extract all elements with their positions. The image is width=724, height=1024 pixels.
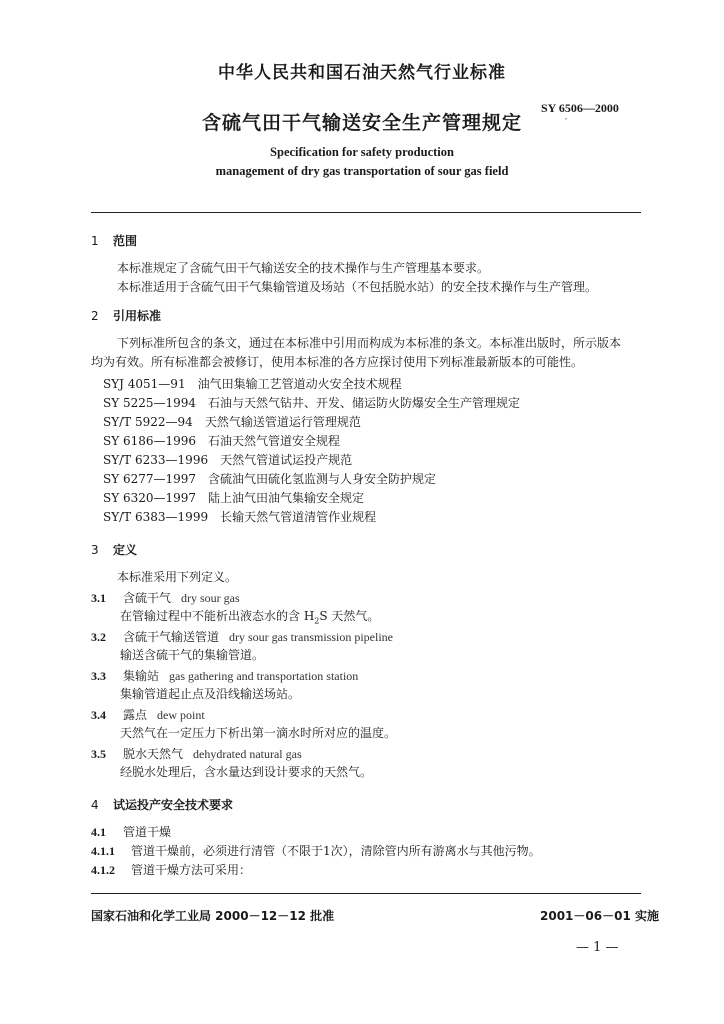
clause-text: 管道干燥前，必须进行清管（不限于1次），清除管内所有游离水与其他污物。 <box>131 844 541 858</box>
paragraph: 本标准规定了含硫气田干气输送安全的技术操作与生产管理基本要求。 <box>117 261 490 275</box>
definition-term-english: gas gathering and transportation station <box>169 669 359 683</box>
definition-term-english: dry sour gas <box>181 591 240 605</box>
clause-text: 管道干燥方法可采用： <box>131 863 252 877</box>
english-title-line2: management of dry gas transportation of sour gas field <box>215 164 509 178</box>
reference-item: SY/T 6383—1999 长输天然气管道清管作业规程 <box>103 510 377 524</box>
document-title: 含硫气田干气输送安全生产管理规定 <box>201 112 522 134</box>
reference-item: SYJ 4051—91 油气田集输工艺管道动火安全技术规程 <box>103 377 402 391</box>
paragraph: 均为有效。所有标准都会被修订，使用本标准的各方应探讨使用下列标准最新版本的可能性。 <box>91 355 584 369</box>
clause <box>91 823 171 840</box>
page-number: — 1 — <box>576 940 619 955</box>
definition-text: 集输管道起止点及沿线输送场站。 <box>120 687 301 701</box>
clause-number: 3.2 <box>91 630 106 644</box>
definition-term: 集输站 <box>123 669 160 683</box>
definition-text: 经脱水处理后，含水量达到设计要求的天然气。 <box>120 765 373 779</box>
reference-item: SY 6320—1997 陆上油气田油气集输安全规定 <box>103 491 365 505</box>
definition-text: 天然气在一定压力下析出第一滴水时所对应的温度。 <box>120 726 397 740</box>
section-number: 2 <box>91 309 99 323</box>
clause-number: 3.3 <box>91 669 106 683</box>
definition-term: 露点 <box>123 708 148 722</box>
section-title: 范围 <box>113 234 138 248</box>
standard-category: 中华人民共和国石油天然气行业标准 <box>218 63 506 83</box>
definition-term: 含硫干气输送管道 <box>123 630 220 644</box>
clause-number: 3.1 <box>91 591 106 605</box>
paragraph: 本标准适用于含硫气田干气集输管道及场站（不包括脱水站）的安全技术操作与生产管理。 <box>117 280 598 294</box>
section-3-heading <box>91 541 137 558</box>
clause-number: 4.1.1 <box>91 844 115 858</box>
reference-item: SY 5225—1994 石油与天然气钻井、开发、储运防火防爆安全生产管理规定 <box>103 396 521 410</box>
english-title-line1: Specification for safety production <box>270 145 454 159</box>
clause <box>91 842 541 859</box>
clause-number: 4.1 <box>91 825 106 839</box>
definition-heading <box>91 745 302 762</box>
section-title: 试运投产安全技术要求 <box>113 798 234 812</box>
scan-mark: ′ <box>565 118 568 128</box>
footer-divider <box>91 893 641 894</box>
reference-item: SY 6277—1997 含硫油气田硫化氢监测与人身安全防护规定 <box>103 472 437 486</box>
definition-term-english: dehydrated natural gas <box>193 747 302 761</box>
definition-heading <box>91 589 240 606</box>
definition-heading <box>91 628 393 645</box>
definition-heading <box>91 706 205 723</box>
header-divider <box>91 212 641 213</box>
paragraph: 下列标准所包含的条文，通过在本标准中引用而构成为本标准的条文。本标准出版时，所示版本 <box>117 336 622 350</box>
standard-code: SY 6506—2000 <box>541 101 619 115</box>
clause-number: 3.4 <box>91 708 106 722</box>
section-number: 1 <box>91 234 99 248</box>
reference-item: SY/T 5922—94 天然气输送管道运行管理规范 <box>103 415 361 429</box>
clause-number: 4.1.2 <box>91 863 115 877</box>
paragraph: 本标准采用下列定义。 <box>117 570 238 584</box>
clause-number: 3.5 <box>91 747 106 761</box>
definition-heading <box>91 667 358 684</box>
definition-term-english: dry sour gas transmission pipeline <box>229 630 393 644</box>
section-title: 定义 <box>113 543 138 557</box>
reference-item: SY 6186—1996 石油天然气管道安全规程 <box>103 434 341 448</box>
definition-term-english: dew point <box>157 708 205 722</box>
clause <box>91 861 251 878</box>
section-number: 3 <box>91 543 99 557</box>
section-number: 4 <box>91 798 99 812</box>
reference-item: SY/T 6233—1996 天然气管道试运投产规范 <box>103 453 353 467</box>
approval-date: 国家石油和化学工业局 2000－12－12 批准 <box>91 909 335 923</box>
definition-term: 含硫干气 <box>123 591 172 605</box>
definition-text: 输送含硫干气的集输管道。 <box>120 648 265 662</box>
definition-text: 在管输过程中不能析出液态水的含 $H_2S$ 天然气。 <box>120 609 380 626</box>
definition-term: 脱水天然气 <box>123 747 184 761</box>
section-title: 引用标准 <box>113 309 162 323</box>
section-2-heading <box>91 307 161 324</box>
clause-text: 管道干燥 <box>123 825 172 839</box>
section-4-heading <box>91 796 233 813</box>
effective-date: 2001－06－01 实施 <box>540 909 659 923</box>
section-1-heading <box>91 232 137 249</box>
